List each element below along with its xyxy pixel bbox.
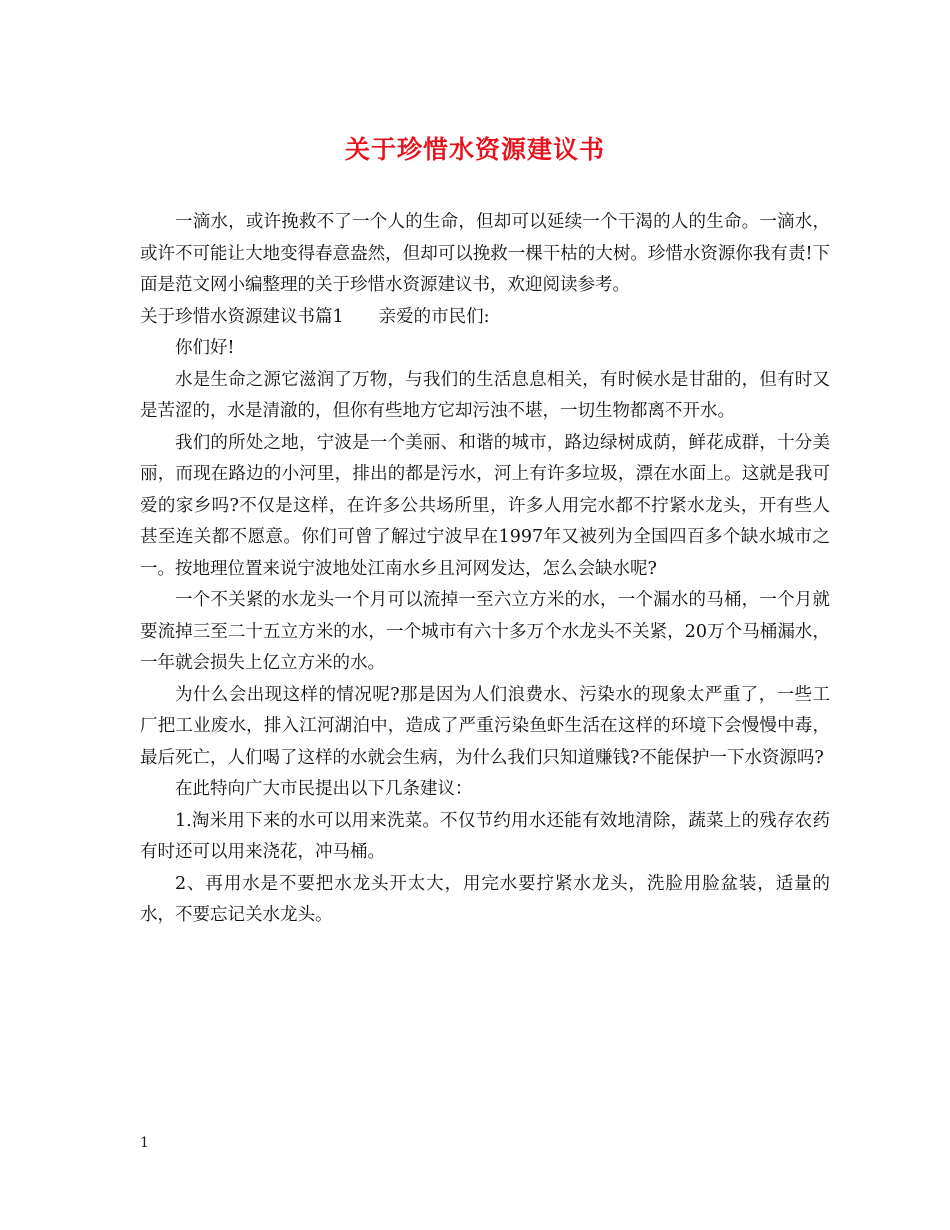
- intro-paragraph: 一滴水，或许挽救不了一个人的生命，但却可以延续一个干渴的人的生命。一滴水，或许不可能让大地变得春意盎然，但却可以挽救一棵干枯的大树。珍惜水资源你我有责!下面是范文网小编整理的关于珍惜水资源建议书，欢迎阅读参考。: [140, 212, 830, 295]
- body-paragraph: 一个不关紧的水龙头一个月可以流掉一至六立方米的水，一个漏水的马桶，一个月就要流掉三至二十五立方米的水，一个城市有六十多万个水龙头不关紧，20万个马桶漏水，一年就会损失上亿立方米的水。: [140, 590, 830, 673]
- page-number: 1: [140, 1135, 149, 1151]
- proposal-item: 2、再用水是不要把水龙头开太大，用完水要拧紧水龙头，洗脸用脸盆装，适量的水，不要忘记关水龙头。: [140, 873, 830, 925]
- greeting-paragraph: 你们好!: [175, 338, 235, 358]
- document-body: [140, 207, 830, 932]
- body-paragraph: 我们的所处之地，宁波是一个美丽、和谐的城市，路边绿树成荫，鲜花成群，十分美丽，而现在路边的小河里，排出的都是污水，河上有许多垃圾，漂在水面上。这就是我可爱的家乡吗?不仅是这样，在许多公共场所里，许多人用完水都不拧紧水龙头，开有些人甚至连关都不愿意。你们可曾了解过宁波早在1997年又被列为全国四百多个缺水城市之一。按地理位置来说宁波地处江南水乡且河网发达，怎么会缺水呢?: [140, 432, 830, 579]
- body-paragraph: 为什么会出现这样的情况呢?那是因为人们浪费水、污染水的现象太严重了，一些工厂把工业废水，排入江河湖泊中，造成了严重污染鱼虾生活在这样的环境下会慢慢中毒，最后死亡，人们喝了这样的水就会生病，为什么我们只知道赚钱?不能保护一下水资源吗?: [140, 684, 830, 768]
- proposal-item: 1.淘米用下来的水可以用来洗菜。不仅节约用水还能有效地清除，蔬菜上的残存农药有时还可以用来浇花，冲马桶。: [140, 810, 830, 862]
- proposal-intro-paragraph: 在此特向广大市民提出以下几条建议：: [175, 779, 473, 799]
- document-title: 关于珍惜水资源建议书: [344, 135, 605, 164]
- body-paragraph: 水是生命之源它滋润了万物，与我们的生活息息相关，有时候水是甘甜的，但有时又是苦涩的，水是清澈的，但你有些地方它却污浊不堪，一切生物都离不开水。: [140, 369, 830, 421]
- section-heading-line: 关于珍惜水资源建议书篇1 亲爱的市民们:: [140, 306, 490, 327]
